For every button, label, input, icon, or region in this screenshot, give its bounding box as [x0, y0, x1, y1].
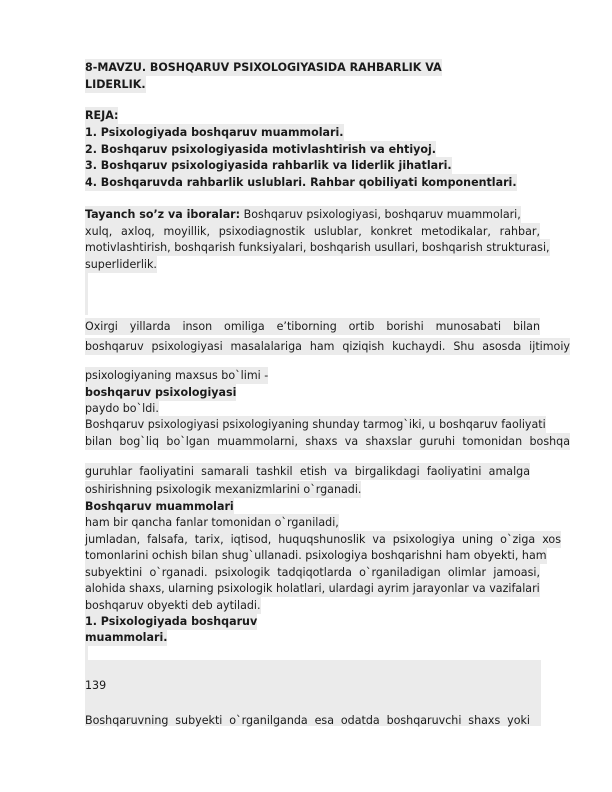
keywords-label: Tayanch so’z va iboralar: — [85, 208, 241, 221]
page-number: 139 — [85, 679, 107, 692]
p2-line-2: bilan bog`liq bo`lgan muammolarni, shaxs va shaxslar guruhi tomonidan boshqa — [85, 435, 570, 448]
keywords-text-1: Boshqaruv psixologiyasi, boshqaruv muammolari, — [240, 208, 521, 221]
p1-line-1: Oxirgi yillarda inson omiliga e’tiborning ortib borishi munosabati bilan — [85, 320, 540, 333]
p1-line-3: psixologiyaning maxsus bo`limi - — [85, 369, 269, 382]
p3-bold-term: Boshqaruv muammolari — [85, 500, 234, 513]
p2-line-3: guruhlar faoliyatini samarali tashkil etish va birgalikdagi faoliyatini amalga — [85, 465, 530, 478]
continuation-line: Boshqaruvning subyekti o`rganilganda esa odatda boshqaruvchi shaxs yoki — [85, 714, 530, 727]
p1-bold-term: boshqaruv psixologiyasi — [85, 386, 237, 399]
p2-line-4: oshirishning psixologik mexanizmlarini o`rganadi. — [85, 483, 362, 496]
p3-line-3: tomonlarini ochish bilan shug`ullanadi. psixologiya boshqarishni ham obyekti, ham — [85, 549, 547, 562]
p1-line-4: paydo bo`ldi. — [85, 402, 159, 415]
keywords-line-4: superliderlik. — [85, 258, 157, 271]
gap-marker-2 — [85, 646, 88, 660]
title-line-2: LIDERLIK. — [85, 78, 146, 91]
section-1-heading-line-2: muammolari. — [85, 631, 168, 644]
keywords-line-1 — [85, 206, 521, 223]
p1-line-2: boshqaruv psixologiyasi masalalariga ham qiziqish kuchaydi. Shu asosda ijtimoiy — [85, 340, 570, 353]
p2-line-1: Boshqaruv psixologiyasi psixologiyaning shunday tarmog`iki, u boshqaruv faoliyati — [85, 418, 546, 431]
keywords-line-2: xulq, axloq, moyillik, psixodiagnostik uslublar, konkret metodikalar, rahbar, — [85, 225, 540, 238]
keywords-line-3: motivlashtirish, boshqarish funksiyalari, boshqarish usullari, boshqarish strukturasi, — [85, 241, 550, 254]
plan-item-2: 2. Boshqaruv psixologiyasida motivlashtirish va ehtiyoj. — [85, 143, 436, 156]
plan-heading: REJA: — [85, 109, 119, 122]
p3-line-6: boshqaruv obyekti deb aytiladi. — [85, 599, 261, 612]
title-line-1: 8-MAVZU. BOSHQARUV PSIXOLOGIYASIDA RAHBARLIK VA — [85, 61, 442, 74]
p3-line-1: ham bir qancha fanlar tomonidan o`rganiladi, — [85, 516, 339, 529]
p3-line-4: subyektini o`rganadi. psixologik tadqiqotlarda o`rganiladigan olimlar jamoasi, — [85, 566, 540, 579]
gap-marker — [85, 273, 88, 315]
plan-item-1: 1. Psixologiyada boshqaruv muammolari. — [85, 126, 344, 139]
p3-line-5: alohida shaxs, ularning psixologik holatlari, ulardagi ayrim jarayonlar va vazifalari — [85, 582, 540, 595]
plan-item-4: 4. Boshqaruvda rahbarlik uslublari. Rahbar qobiliyati komponentlari. — [85, 176, 517, 189]
plan-item-3: 3. Boshqaruv psixologiyasida rahbarlik va liderlik jihatlari. — [85, 159, 452, 172]
p3-line-2: jumladan, falsafa, tarix, iqtisod, huquqshunoslik va psixologiya uning o`ziga xos — [85, 533, 561, 546]
section-1-heading-line-1: 1. Psixologiyada boshqaruv — [85, 615, 258, 628]
